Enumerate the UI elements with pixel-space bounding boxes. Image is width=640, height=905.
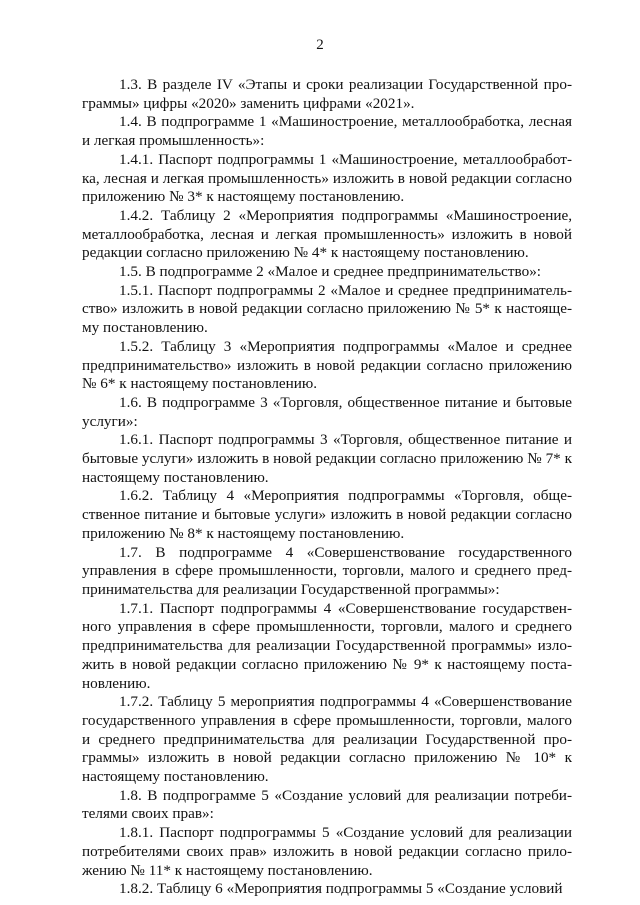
paragraph-1-5-2: 1.5.2. Таблицу 3 «Мероприятия подпрограммы «Малое и среднее предпринимательство» изложить в новой редакции согласно приложению № 6* к настоящему постановлению. (82, 337, 572, 393)
document-body (82, 76, 572, 899)
paragraph-1-8-2: 1.8.2. Таблицу 6 «Мероприятия подпрограммы 5 «Создание условий (119, 880, 563, 898)
paragraph-1-8: 1.8. В подпрограмме 5 «Создание условий для реализации потребителями своих прав»: (82, 786, 572, 823)
paragraph-1-7-2: 1.7.2. Таблицу 5 мероприятия подпрограммы 4 «Совершенствование государственного управления в сфере промышленности, торговли, малого и среднего предпринимательства для реализации Государственной программы» изложить в новой редакции согласно приложению № 10* к настоящему постановлению. (82, 693, 572, 786)
paragraph-1-4: 1.4. В подпрограмме 1 «Машиностроение, металлообработка, лесная и легкая промышленность»: (82, 113, 572, 150)
paragraph-1-4-2: 1.4.2. Таблицу 2 «Мероприятия подпрограммы «Машиностроение, металлообработка, лесная и легкая промышленность» изложить в новой редакции согласно приложению № 4* к настоящему постановлению. (82, 206, 572, 262)
paragraph-1-4-1: 1.4.1. Паспорт подпрограммы 1 «Машиностроение, металлообработка, лесная и легкая промышленность» изложить в новой редакции согласно приложению № 3* к настоящему постановлению. (82, 150, 572, 206)
paragraph-1-7-1: 1.7.1. Паспорт подпрограммы 4 «Совершенствование государственного управления в сфере промышленности, торговли, малого и среднего предпринимательства для реализации Государственной программы» изложить в новой редакции согласно приложению № 9* к настоящему постановлению. (82, 599, 572, 692)
paragraph-1-5: 1.5. В подпрограмме 2 «Малое и среднее предпринимательство»: (119, 263, 542, 281)
page-number: 2 (316, 37, 324, 53)
paragraph-1-7: 1.7. В подпрограмме 4 «Совершенствование государственного управления в сфере промышленности, торговли, малого и среднего предпринимательства для реализации Государственной программы»: (82, 543, 572, 598)
paragraph-1-6-2: 1.6.2. Таблицу 4 «Мероприятия подпрограммы «Торговля, общественное питание и бытовые услуги» изложить в новой редакции согласно приложению № 8* к настоящему постановлению. (82, 487, 572, 542)
paragraph-1-6: 1.6. В подпрограмме 3 «Торговля, общественное питание и бытовые услуги»: (82, 393, 572, 430)
paragraph-1-8-1: 1.8.1. Паспорт подпрограммы 5 «Создание условий для реализации потребителями своих прав» изложить в новой редакции согласно приложению № 11* к настоящему постановлению. (82, 824, 572, 879)
paragraph-1-3: 1.3. В разделе IV «Этапы и сроки реализации Государственной программы» цифры «2020» заменить цифрами «2021». (82, 76, 572, 112)
paragraph-1-6-1: 1.6.1. Паспорт подпрограммы 3 «Торговля, общественное питание и бытовые услуги» изложить в новой редакции согласно приложению № 7* к настоящему постановлению. (82, 431, 572, 486)
paragraph-1-5-1: 1.5.1. Паспорт подпрограммы 2 «Малое и среднее предпринимательство» изложить в новой редакции согласно приложению № 5* к настоящему постановлению. (82, 281, 572, 337)
